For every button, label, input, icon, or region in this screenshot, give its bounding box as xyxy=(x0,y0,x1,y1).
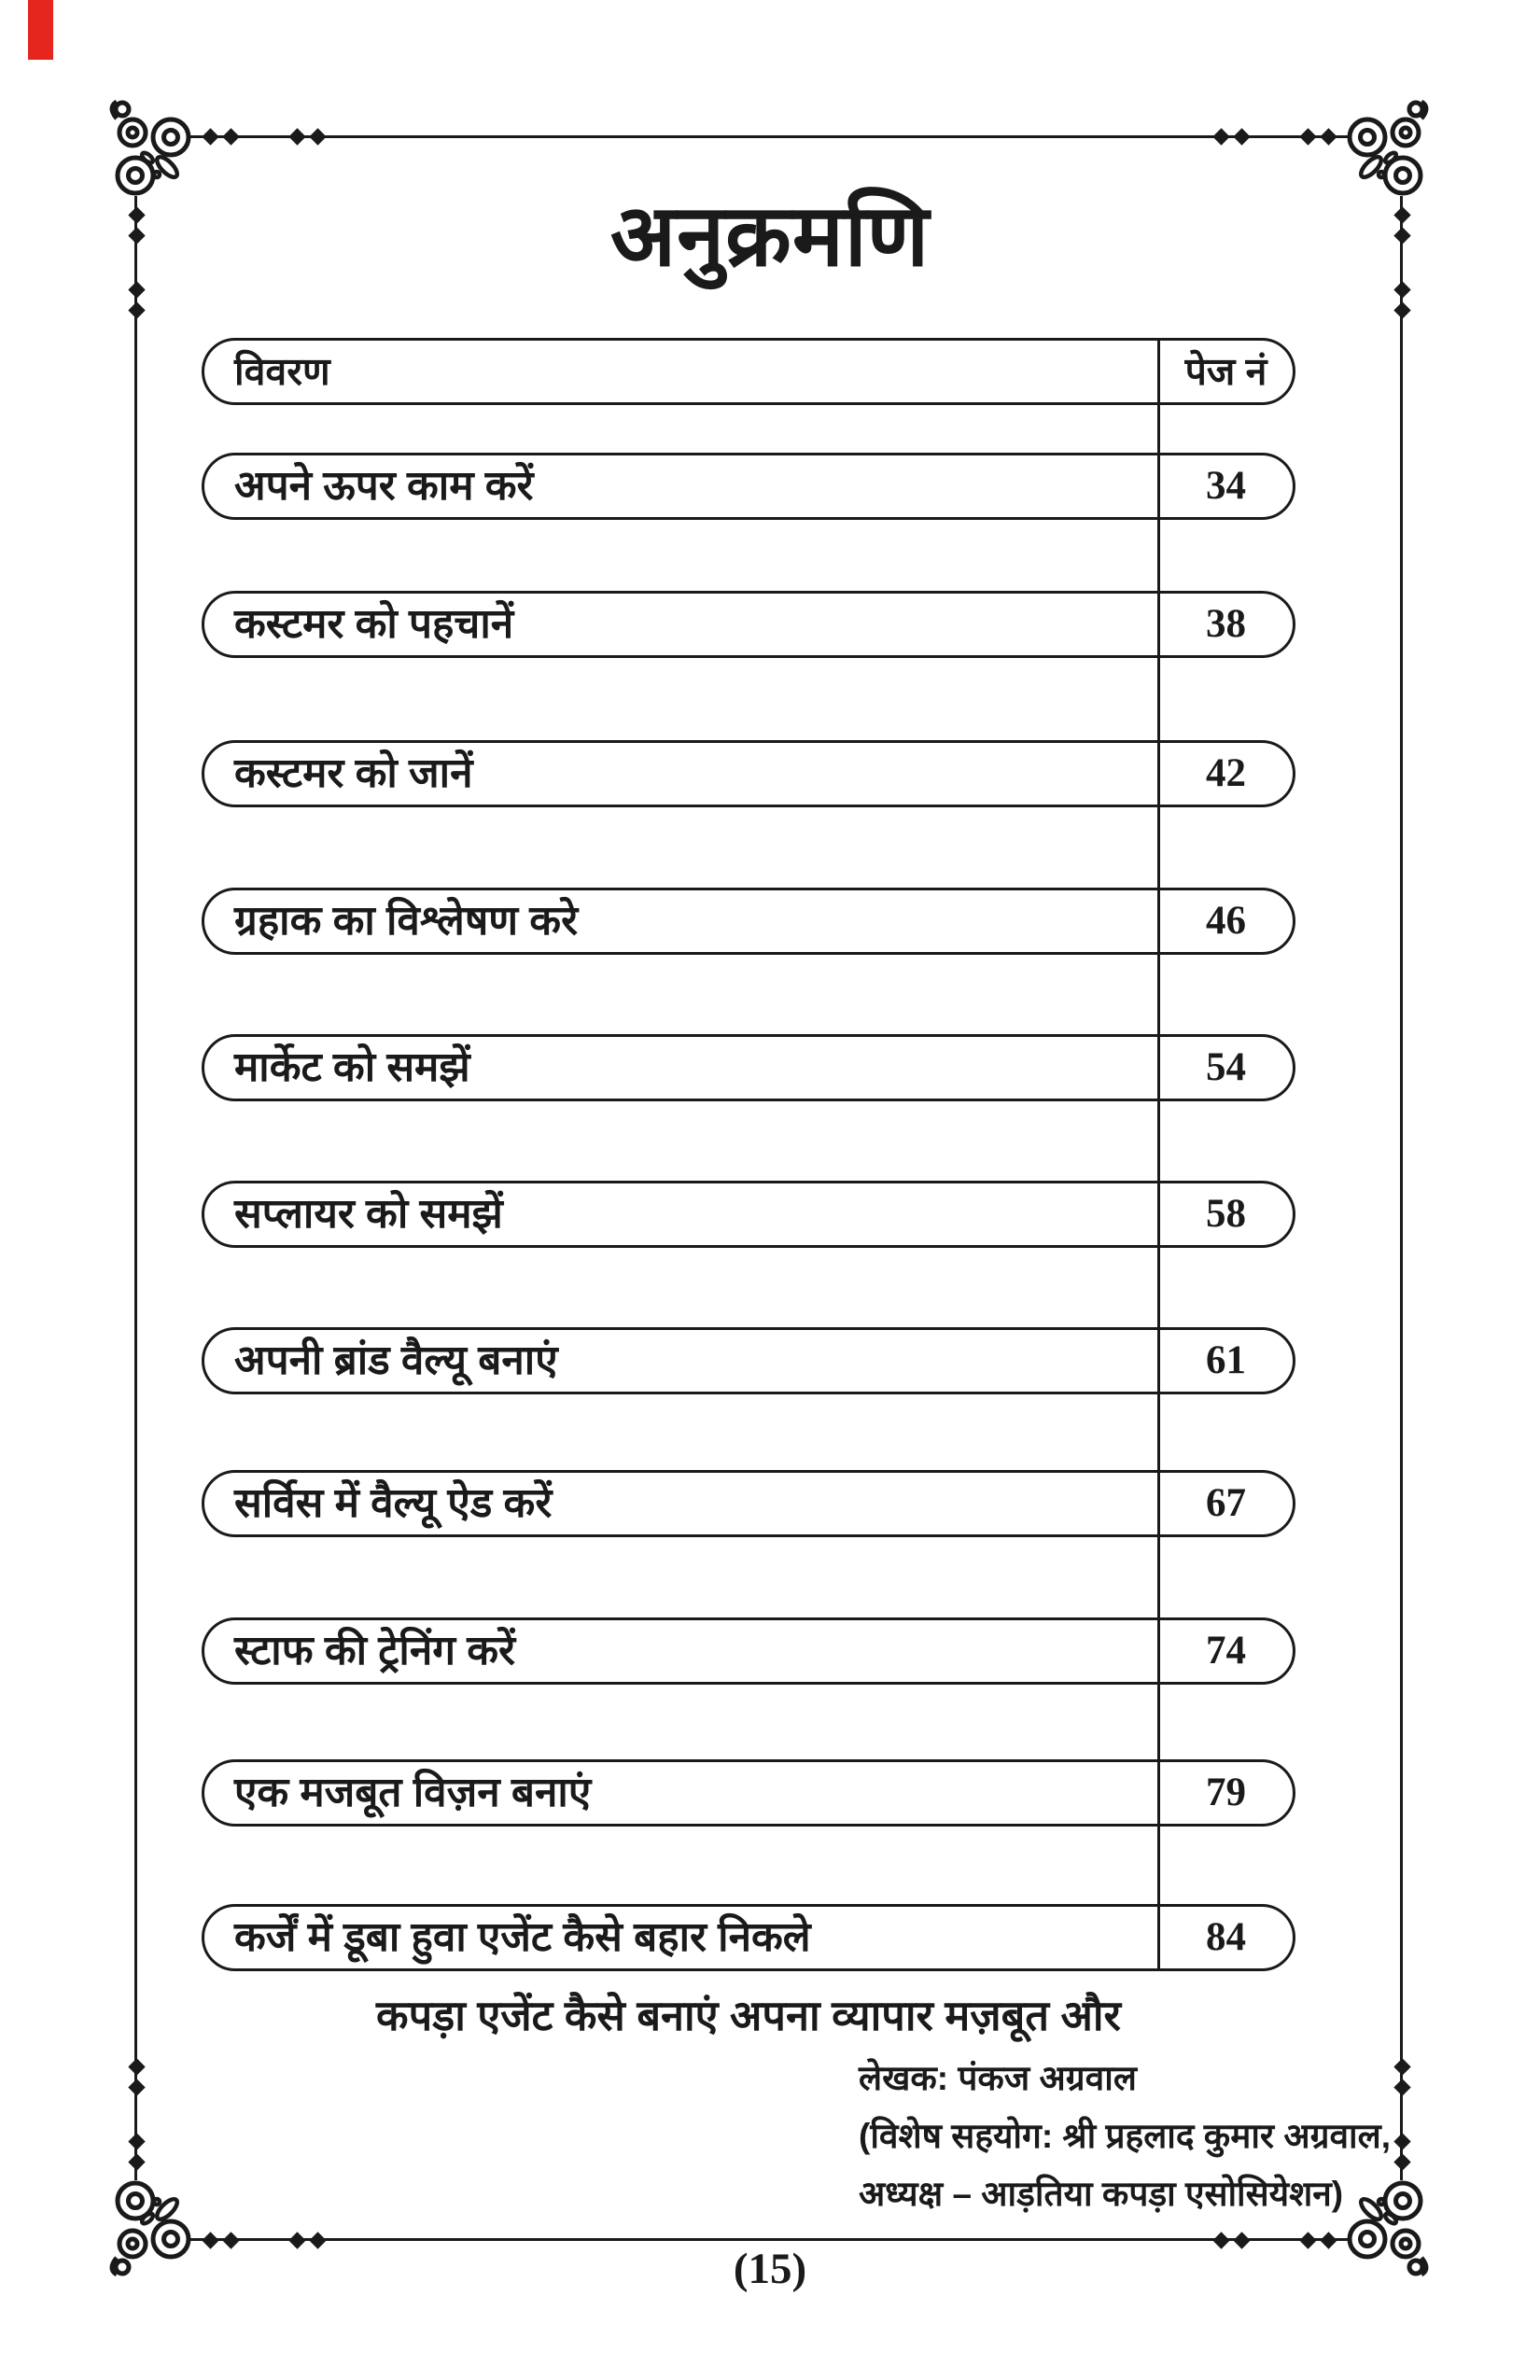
toc-row xyxy=(202,1470,1295,1537)
toc-row xyxy=(202,888,1295,955)
toc-entry-title: कस्टमर को जानें xyxy=(234,750,473,796)
toc-entry-page: 67 xyxy=(1206,1481,1246,1525)
toc-entry-page: 34 xyxy=(1206,464,1246,508)
toc-entry-page: 38 xyxy=(1206,602,1246,646)
diamond-accent xyxy=(1299,128,1316,145)
border-left-line xyxy=(134,196,137,2180)
toc-row xyxy=(202,453,1295,520)
toc-entry-title: मार्केट को समझें xyxy=(234,1044,470,1090)
diamond-accent xyxy=(1393,301,1410,318)
border-bottom-line xyxy=(189,2238,1349,2241)
author-block xyxy=(859,2050,1419,2223)
toc-header-page-label: पेज नं xyxy=(1184,350,1267,393)
toc-row xyxy=(202,1617,1295,1685)
toc-row xyxy=(202,1327,1295,1394)
toc-entry-title: अपनी ब्रांड वैल्यू बनाएं xyxy=(234,1337,558,1383)
diamond-accent xyxy=(1212,128,1229,145)
collaboration-line-2: अध्यक्ष – आड़तिया कपड़ा एसोसियेशन) xyxy=(859,2175,1344,2213)
toc-header-description: विवरण xyxy=(234,350,330,393)
toc-entry-page: 42 xyxy=(1206,751,1246,795)
toc-entry-page: 79 xyxy=(1206,1771,1246,1814)
book-subtitle: कपड़ा एजेंट कैसे बनाएं अपना व्यापार मज़बूत और xyxy=(376,1992,1121,2039)
toc-entry-page: 46 xyxy=(1206,899,1246,943)
border-right-line xyxy=(1400,196,1403,2180)
toc-entry-page: 58 xyxy=(1206,1192,1246,1236)
toc-entry-page: 54 xyxy=(1206,1045,1246,1089)
author-line: लेखक: पंकज अग्रवाल xyxy=(859,2059,1137,2097)
page-title: अनुक्रमणि xyxy=(609,189,931,284)
toc-entry-page: 74 xyxy=(1206,1629,1246,1673)
diamond-accent xyxy=(309,128,326,145)
toc-entry-title: एक मजबूत विज़न बनाएं xyxy=(234,1770,592,1815)
toc-row xyxy=(202,591,1295,658)
toc-row xyxy=(202,740,1295,807)
toc-entry-title: कर्जें में डूबा हुवा एजेंट कैसे बहार निकले xyxy=(234,1914,811,1960)
toc-row xyxy=(202,1759,1295,1827)
toc-entry-title: स्टाफ की ट्रेनिंग करें xyxy=(234,1628,516,1673)
diamond-accent xyxy=(1233,128,1250,145)
toc-row xyxy=(202,1904,1295,1971)
diamond-accent xyxy=(128,2058,145,2075)
toc-header-row xyxy=(202,338,1295,405)
diamond-accent xyxy=(288,128,305,145)
diamond-accent xyxy=(222,128,239,145)
diamond-accent xyxy=(1320,128,1337,145)
diamond-accent xyxy=(128,2153,145,2170)
red-marker xyxy=(28,0,53,60)
diamond-accent xyxy=(128,2079,145,2095)
toc-row xyxy=(202,1181,1295,1248)
toc-entry-title: सर्विस में वैल्यू ऐड करें xyxy=(234,1480,553,1526)
diamond-accent xyxy=(202,128,218,145)
toc-entry-title: अपने ऊपर काम करें xyxy=(234,463,534,509)
toc-entry-page: 84 xyxy=(1206,1915,1246,1959)
border-top-line xyxy=(189,135,1349,138)
toc-entry-title: कस्टमर को पहचानें xyxy=(234,601,514,647)
page-column-divider-line xyxy=(1157,338,1160,1971)
diamond-accent xyxy=(128,2133,145,2149)
collaboration-line-1: (विशेष सहयोग: श्री प्रहलाद कुमार अग्रवाल, xyxy=(859,2117,1391,2155)
diamond-accent xyxy=(128,301,145,318)
toc-entry-title: सप्लायर को समझें xyxy=(234,1191,503,1237)
toc-row xyxy=(202,1034,1295,1101)
toc-entry-page: 61 xyxy=(1206,1338,1246,1382)
footer-page-number: (15) xyxy=(733,2245,807,2293)
toc-entry-title: ग्रहाक का विश्लेषण करे xyxy=(234,898,579,944)
